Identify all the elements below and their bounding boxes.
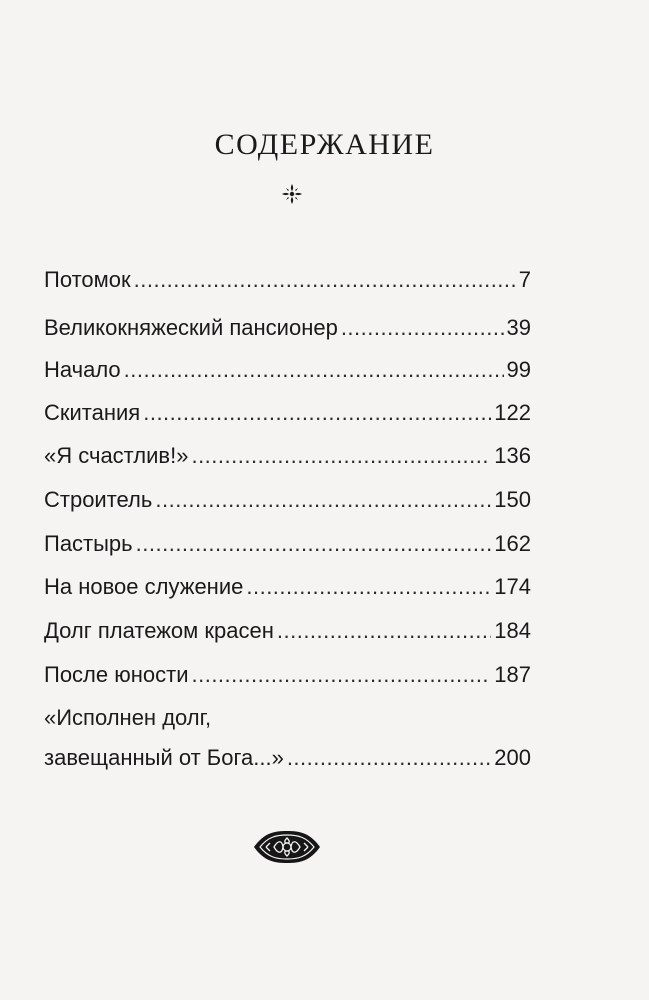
leader-dots (155, 486, 491, 514)
toc-entry-page: 187 (494, 662, 531, 687)
leader-dots (191, 661, 491, 689)
toc-entry-title: Строитель (44, 487, 153, 512)
toc-entry-title-line1: «Исполнен долг, (44, 705, 212, 730)
leader-dots (287, 744, 491, 772)
leader-dots (143, 399, 491, 427)
toc-entry[interactable] (44, 266, 531, 294)
toc-entry-title: Потомок (44, 267, 131, 292)
toc-entry-title: Начало (44, 357, 121, 382)
leader-dots (277, 617, 491, 645)
toc-entry-page: 122 (494, 400, 531, 425)
toc-entry-page: 184 (494, 618, 531, 643)
leader-dots (246, 573, 491, 601)
toc-entry[interactable] (44, 442, 531, 470)
toc-entry-page: 39 (506, 315, 531, 340)
toc-entry-title: Великокняжеский пансионер (44, 315, 338, 340)
toc-entry[interactable] (44, 486, 531, 514)
toc-entry[interactable] (44, 573, 531, 601)
toc-entry-page: 162 (494, 531, 531, 556)
toc-entry[interactable] (44, 705, 531, 772)
leader-dots (124, 356, 504, 384)
toc-entry[interactable] (44, 356, 531, 384)
leader-dots (136, 530, 492, 558)
page-title: СОДЕРЖАНИЕ (214, 128, 435, 161)
toc-entry[interactable] (44, 617, 531, 645)
toc-entry-title: «Я счастлив!» (44, 443, 189, 468)
fleuron-ornament-icon (281, 183, 303, 205)
toc-entry-page: 7 (518, 267, 531, 292)
toc-entry[interactable] (44, 314, 531, 342)
toc-entry-title: После юности (44, 662, 189, 687)
toc-entry-page: 150 (494, 487, 531, 512)
toc-entry-title-line2: завещанный от Бога...» (44, 745, 284, 770)
toc-entry-title: На новое служение (44, 574, 244, 599)
leader-dots (191, 442, 491, 470)
toc-entry-page: 174 (494, 574, 531, 599)
toc-entry-title: Скитания (44, 400, 141, 425)
toc-entry-title: Долг платежом красен (44, 618, 274, 643)
leader-dots (134, 266, 516, 294)
toc-entry-page: 99 (506, 357, 531, 382)
leader-dots (341, 314, 504, 342)
toc-entry-page: 200 (494, 745, 531, 770)
toc-entry[interactable] (44, 661, 531, 689)
toc-entry[interactable] (44, 530, 531, 558)
toc-entry[interactable] (44, 399, 531, 427)
decorative-lozenge-icon (252, 830, 322, 864)
toc-entry-page: 136 (494, 443, 531, 468)
toc-entry-title: Пастырь (44, 531, 133, 556)
